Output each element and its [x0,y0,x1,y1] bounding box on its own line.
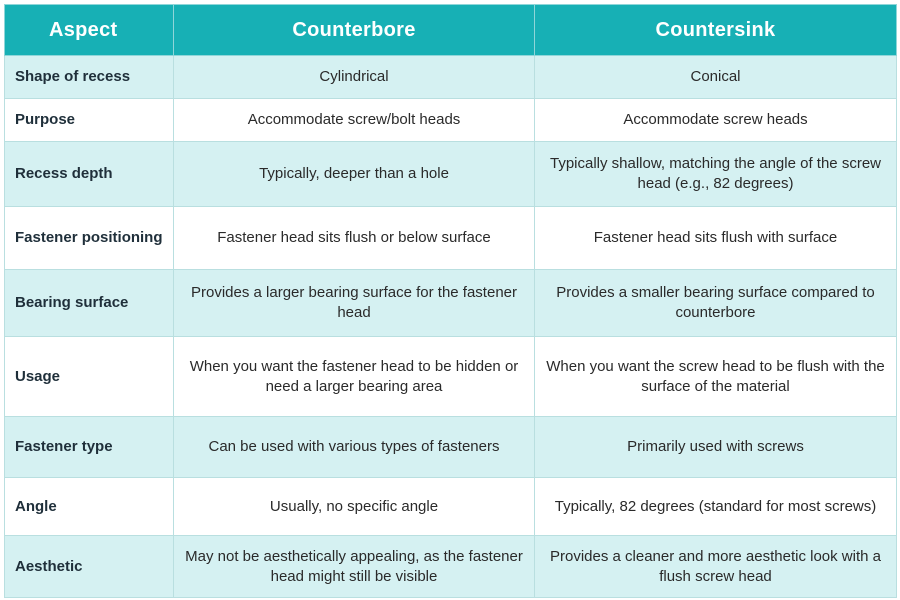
row-aspect-label: Fastener positioning [5,207,174,270]
row-aspect-label: Aesthetic [5,536,174,598]
row-counterbore-cell: May not be aesthetically appealing, as the fastener head might still be visible [174,536,535,598]
row-aspect-label: Usage [5,337,174,417]
header-row [5,5,897,56]
header-counterbore: Counterbore [174,5,535,56]
row-countersink-cell: Typically shallow, matching the angle of the screw head (e.g., 82 degrees) [535,142,897,207]
row-aspect-label: Purpose [5,99,174,142]
table-row [5,478,897,536]
header-aspect: Aspect [5,5,174,56]
table-row [5,56,897,99]
row-counterbore-cell: Provides a larger bearing surface for the fastener head [174,270,535,337]
table-row [5,417,897,478]
row-countersink-cell: Provides a cleaner and more aesthetic look with a flush screw head [535,536,897,598]
table-row [5,536,897,598]
header-countersink: Countersink [535,5,897,56]
row-counterbore-cell: When you want the fastener head to be hidden or need a larger bearing area [174,337,535,417]
comparison-table-container [4,4,896,598]
row-counterbore-cell: Fastener head sits flush or below surface [174,207,535,270]
row-countersink-cell: Fastener head sits flush with surface [535,207,897,270]
row-aspect-label: Bearing surface [5,270,174,337]
table-row [5,142,897,207]
row-countersink-cell: When you want the screw head to be flush with the surface of the material [535,337,897,417]
table-row [5,207,897,270]
comparison-table [4,4,897,598]
row-aspect-label: Fastener type [5,417,174,478]
row-counterbore-cell: Can be used with various types of fasteners [174,417,535,478]
row-counterbore-cell: Accommodate screw/bolt heads [174,99,535,142]
row-countersink-cell: Primarily used with screws [535,417,897,478]
row-aspect-label: Shape of recess [5,56,174,99]
row-counterbore-cell: Typically, deeper than a hole [174,142,535,207]
row-countersink-cell: Typically, 82 degrees (standard for most screws) [535,478,897,536]
table-row [5,337,897,417]
row-aspect-label: Angle [5,478,174,536]
row-counterbore-cell: Cylindrical [174,56,535,99]
row-aspect-label: Recess depth [5,142,174,207]
row-countersink-cell: Accommodate screw heads [535,99,897,142]
table-row [5,270,897,337]
row-counterbore-cell: Usually, no specific angle [174,478,535,536]
row-countersink-cell: Conical [535,56,897,99]
row-countersink-cell: Provides a smaller bearing surface compared to counterbore [535,270,897,337]
table-row [5,99,897,142]
